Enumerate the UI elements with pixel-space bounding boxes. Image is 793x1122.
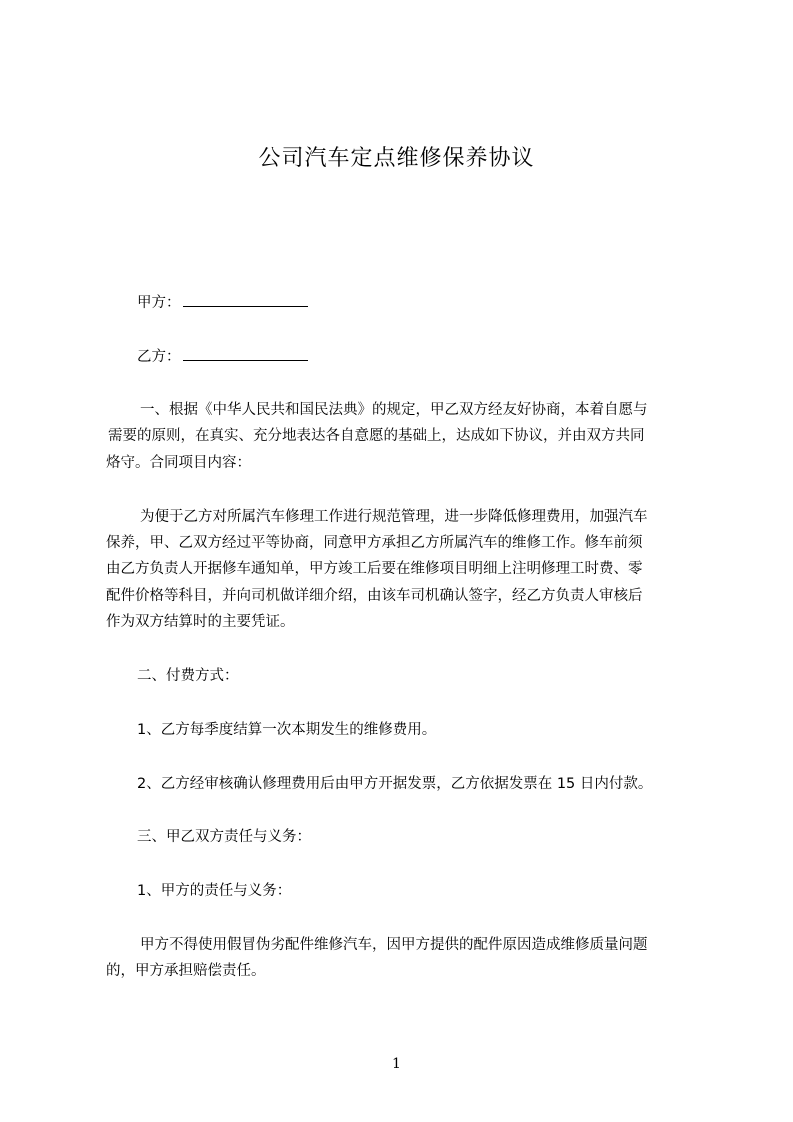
document-title: 公司汽车定点维修保养协议 [258,146,535,171]
para2-line-2: 保养，甲、乙双方经过平等协商，同意甲方承担乙方所属汽车的维修工作。修车前须 [106,535,643,551]
sec1-line-1: 一、根据《中华人民共和国民法典》的规定，甲乙双方经友好协商，本着自愿与 [140,402,648,418]
sec2-heading: 二、付费方式： [137,668,239,684]
duty1-heading: 1、甲方的责任与义务： [137,883,292,899]
party-a-label: 甲方： [137,295,181,311]
para2-line-4: 配件价格等科目，并向司机做详细介绍，由该车司机确认签字，经乙方负责人审核后 [106,588,643,604]
party-a-blank [183,294,308,307]
para2-line-3: 由乙方负责人开据修车通知单，甲方竣工后要在维修项目明细上注明修理工时费、零 [106,561,643,577]
para3-line-1: 甲方不得使用假冒伪劣配件维修汽车，因甲方提供的配件原因造成维修质量问题 [140,937,648,953]
party-b-blank [183,348,308,361]
payment-item-1: 1、乙方每季度结算一次本期发生的维修费用。 [137,722,437,738]
party-a-line [137,291,308,312]
party-b-label: 乙方： [137,349,181,365]
page-number: 1 [392,1056,401,1072]
para3-line-2: 的，甲方承担赔偿责任。 [106,963,266,979]
sec1-line-2: 需要的原则，在真实、充分地表达各自意愿的基础上，达成如下协议，并由双方共同 [108,428,645,444]
party-b-line [137,345,308,366]
para2-line-1: 为便于乙方对所属汽车修理工作进行规范管理，进一步降低修理费用，加强汽车 [140,509,648,525]
sec3-heading: 三、甲乙双方责任与义务： [137,829,311,845]
sec1-line-3: 烙守。合同项目内容： [106,455,251,471]
para2-line-5: 作为双方结算时的主要凭证。 [106,614,295,630]
payment-item-2: 2、乙方经审核确认修理费用后由甲方开据发票，乙方依据发票在 15 日内付款。 [137,776,653,792]
